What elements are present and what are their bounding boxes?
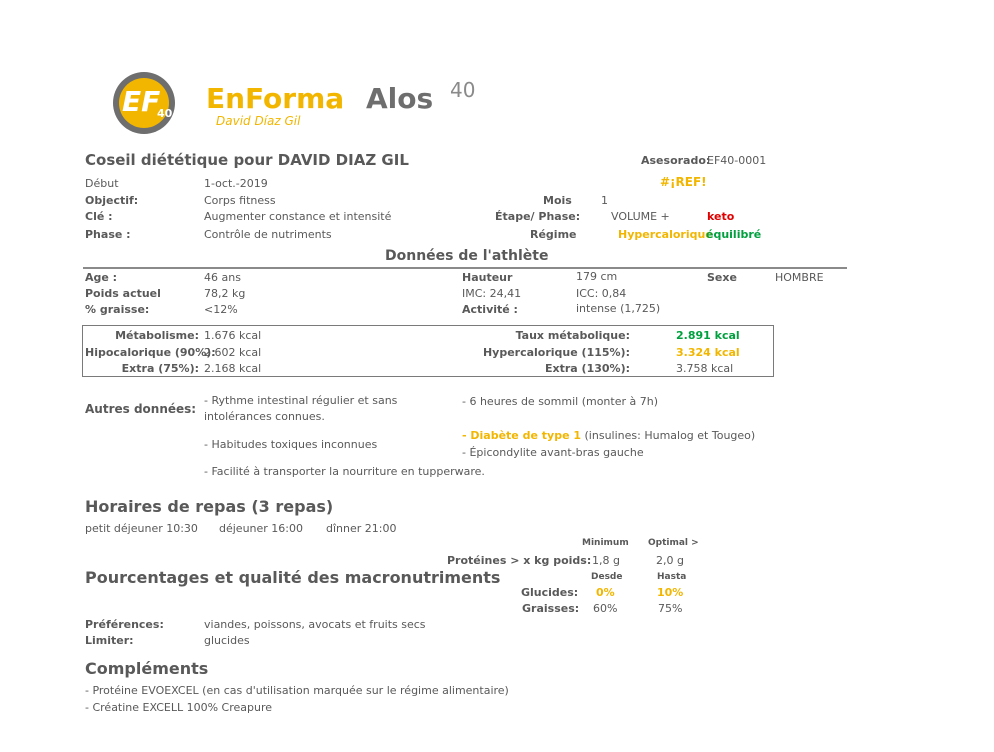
mois-value: 1 (601, 194, 608, 207)
logo (104, 70, 484, 136)
logo-brand-part1: EnForma (206, 82, 345, 115)
complement-item: - Créatine EXCELL 100% Creapure (85, 701, 273, 714)
cle-value: Augmenter constance et intensité (204, 210, 392, 223)
gluc-min: 0% (596, 586, 615, 599)
hypo-value: 2.602 kcal (204, 346, 262, 359)
pref-label: Préférences: (85, 618, 164, 631)
horaires-title: Horaires de repas (3 repas) (85, 497, 334, 516)
objectif-label: Objectif: (85, 194, 139, 207)
asesorado-value: EF40-0001 (707, 154, 767, 167)
complements-title: Compléments (85, 659, 209, 678)
logo-brand-super: 40 (450, 78, 476, 102)
logo-brand-part2: Alos (366, 82, 434, 115)
regime-label: Régime (530, 228, 577, 241)
hyper-label: Hypercalorique (115%): (482, 346, 630, 359)
meal-breakfast: petit déjeuner 10:30 (85, 522, 198, 535)
diabete-detail: (insulines: Humalog et Tougeo) (581, 429, 756, 442)
pref-value: viandes, poissons, avocats et fruits secs (204, 618, 426, 631)
diabete-highlight: - Diabète de type 1 (462, 429, 582, 442)
logo-badge-text: EF (122, 85, 161, 118)
regime-value-2: équilibré (706, 228, 762, 241)
phase-label: Phase : (85, 228, 131, 241)
grais-label: Graisses: (522, 602, 580, 615)
extra75-value: 2.168 kcal (204, 362, 262, 375)
sexe-value: HOMBRE (775, 271, 824, 284)
debut-label: Début (85, 177, 119, 190)
autres-right-2 (462, 429, 755, 442)
objectif-value: Corps fitness (204, 194, 276, 207)
sexe-label: Sexe (707, 271, 737, 284)
macros-title: Pourcentages et qualité des macronutriments (85, 568, 501, 587)
meal-lunch: déjeuner 16:00 (219, 522, 304, 535)
autres-left-1a: - Rythme intestinal régulier et sans (204, 394, 398, 407)
taux-value: 2.891 kcal (676, 329, 740, 342)
phase-value: Contrôle de nutriments (204, 228, 332, 241)
autres-left-1b: intolérances connues. (204, 410, 325, 423)
activite-label: Activité : (462, 303, 518, 316)
metab-value: 1.676 kcal (204, 329, 262, 342)
hauteur-label: Hauteur (462, 271, 513, 284)
poids-value: 78,2 kg (204, 287, 246, 300)
macros-opt-header: Optimal > (648, 538, 699, 548)
extra130-label: Extra (130%): (545, 362, 630, 375)
gluc-max: 10% (657, 586, 684, 599)
hauteur-value: 179 cm (576, 270, 618, 283)
autres-left-3: - Facilité à transporter la nourriture en tupperware. (204, 465, 485, 478)
taux-label: Taux métabolique: (515, 329, 630, 342)
autres-right-3: - Épicondylite avant-bras gauche (462, 446, 644, 459)
lim-label: Limiter: (85, 634, 134, 647)
macros-desde-header: Desde (591, 572, 623, 582)
metab-label: Métabolisme: (115, 329, 199, 342)
extra130-value: 3.758 kcal (676, 362, 734, 375)
autres-right-1: - 6 heures de sommil (monter à 7h) (462, 395, 659, 408)
age-label: Age : (85, 271, 118, 284)
age-value: 46 ans (204, 271, 241, 284)
logo-badge-sub: 40 (157, 107, 173, 120)
asesorado-label: Asesorado: (641, 154, 711, 167)
macros-hasta-header: Hasta (657, 572, 687, 582)
icc-value: ICC: 0,84 (576, 287, 627, 300)
macros-min-header: Minimum (582, 538, 629, 548)
grais-min: 60% (593, 602, 618, 615)
hypo-label: Hipocalorique (90%): (85, 346, 216, 359)
grais-max: 75% (658, 602, 683, 615)
poids-label: Poids actuel (85, 287, 161, 300)
graisse-label: % graisse: (85, 303, 150, 316)
etape-tag: keto (707, 210, 735, 223)
prot-label: Protéines > x kg poids: (447, 554, 592, 567)
gluc-label: Glucides: (521, 586, 579, 599)
activite-value: intense (1,725) (576, 302, 661, 315)
athlete-divider (83, 267, 847, 269)
prot-opt: 2,0 g (656, 554, 684, 567)
debut-value: 1-oct.-2019 (204, 177, 268, 190)
page-title: Coseil diététique pour DAVID DIAZ GIL (85, 151, 409, 169)
athlete-section-title: Données de l'athlète (385, 248, 549, 264)
complement-item: - Protéine EVOEXCEL (en cas d'utilisation marquée sur le régime alimentaire) (85, 684, 509, 697)
imc-value: IMC: 24,41 (462, 287, 522, 300)
meal-dinner: dînner 21:00 (326, 522, 397, 535)
ref-error: #¡REF! (660, 175, 707, 189)
extra75-label: Extra (75%): (121, 362, 199, 375)
logo-tagline: David Díaz Gil (216, 114, 301, 128)
autres-left-2: - Habitudes toxiques inconnues (204, 438, 378, 451)
etape-value: VOLUME + (611, 210, 670, 223)
regime-value-1: Hypercalorique (618, 228, 713, 241)
graisse-value: <12% (204, 303, 238, 316)
cle-label: Clé : (85, 210, 113, 223)
mois-label: Mois (543, 194, 572, 207)
etape-label: Étape/ Phase: (495, 210, 581, 223)
hyper-value: 3.324 kcal (676, 346, 740, 359)
prot-min: 1,8 g (592, 554, 620, 567)
lim-value: glucides (204, 634, 250, 647)
autres-label: Autres données: (85, 402, 197, 416)
